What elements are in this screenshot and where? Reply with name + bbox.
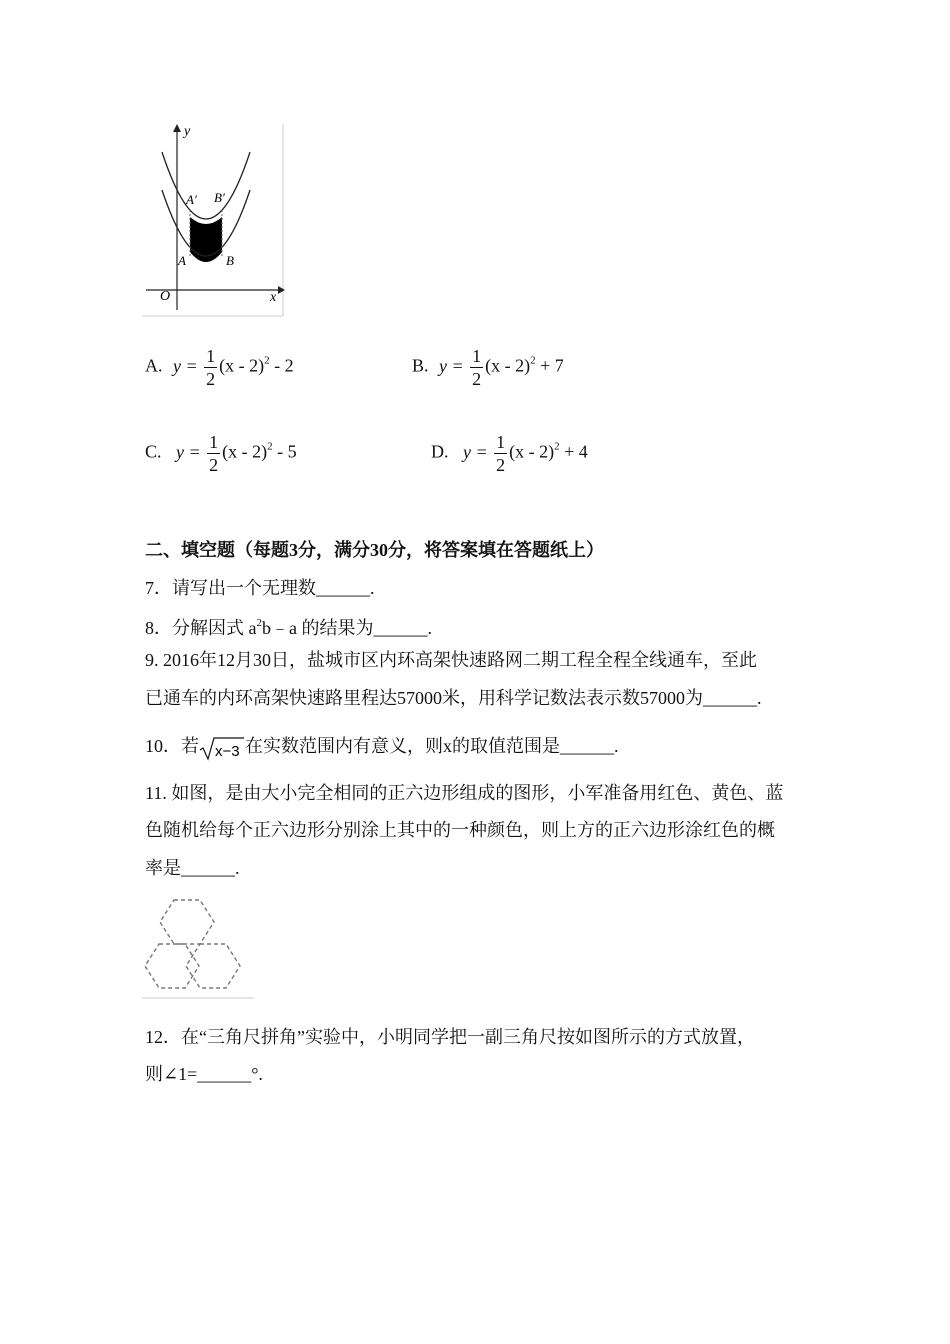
option-b-denominator: 2 [472,369,482,389]
question-7: 7．请写出一个无理数______. [145,578,375,598]
option-a-lhs: y = [173,355,198,376]
option-d-fraction [494,433,507,474]
option-a-fraction [204,347,217,388]
sqrt-expression [199,734,245,762]
option-d-label: D. [431,441,449,462]
question-8-post: b﹣a 的结果为______. [262,618,432,638]
option-c-numerator: 1 [209,432,219,452]
hexagon-top [160,900,214,944]
hexagon-bottom-right [186,944,240,988]
option-b-lhs: y = [439,355,464,376]
option-b-label: B. [412,355,429,376]
option-b-exp: 2 [530,354,536,367]
question-10-pre: 10．若 [145,736,199,756]
option-a-label: A. [145,355,163,376]
origin-label: O [160,289,171,304]
question-8-exp: 2 [256,617,262,629]
option-a-tail: - 2 [269,355,294,376]
option-b-mid: (x - 2) [485,355,531,376]
question-11-line-2: 色随机给每个正六边形分别涂上其中的一种颜色，则上方的正六边形涂红色的概 [145,820,775,840]
option-b-numerator: 1 [472,346,482,366]
parabola-figure [142,122,287,318]
option-b-tail: + 7 [535,355,564,376]
question-8-pre: 8．分解因式 a [145,618,257,638]
question-12-line-2: 则∠1=______°. [145,1064,263,1084]
point-b-label: B [226,253,234,268]
option-d-mid: (x - 2) [509,441,555,462]
option-d-exp: 2 [554,440,560,453]
question-9-line-2: 已通车的内环高架快速路里程达57000米，用科学记数法表示数57000为______. [145,688,762,708]
option-c[interactable] [145,433,297,474]
point-b-prime-label: B′ [214,190,225,205]
sqrt-radicand: x−3 [215,742,240,760]
option-b[interactable] [412,347,564,388]
option-a-mid: (x - 2) [219,355,265,376]
point-a-label: A [178,253,186,268]
option-a[interactable] [145,347,294,388]
option-d-lhs: y = [463,441,488,462]
question-10-post: 在实数范围内有意义，则x的取值范围是______. [245,736,619,756]
y-axis-label: y [184,124,191,139]
hexagon-figure [142,896,257,1000]
option-d-tail: + 4 [559,441,588,462]
option-a-numerator: 1 [206,346,216,366]
option-d-numerator: 1 [496,432,506,452]
option-b-fraction [470,347,483,388]
option-a-exp: 2 [264,354,270,367]
x-axis-label: x [270,290,277,305]
question-8 [145,610,432,641]
option-c-tail: - 5 [272,441,297,462]
option-c-fraction [207,433,220,474]
point-a-prime-label: A′ [186,192,197,207]
section-heading: 二、填空题（每题3分，满分30分，将答案填在答题纸上） [145,540,604,560]
question-12-line-1: 12．在“三角尺拼角”实验中，小明同学把一副三角尺按如图所示的方式放置， [145,1027,755,1047]
option-c-lhs: y = [176,441,201,462]
hexagon-bottom-left [145,944,199,988]
question-11-line-3: 率是______. [145,858,240,878]
option-d-denominator: 2 [496,455,506,475]
option-c-label: C. [145,441,162,462]
option-a-denominator: 2 [206,369,216,389]
option-c-exp: 2 [267,440,273,453]
question-11-line-1: 11. 如图，是由大小完全相同的正六边形组成的图形，小军准备用红色、黄色、蓝 [145,783,784,803]
option-d[interactable] [431,433,588,474]
question-9-line-1: 9. 2016年12月30日，盐城市区内环高架快速路网二期工程全程全线通车，至此 [145,650,757,670]
option-c-mid: (x - 2) [222,441,268,462]
question-10 [145,733,619,762]
option-c-denominator: 2 [209,455,219,475]
